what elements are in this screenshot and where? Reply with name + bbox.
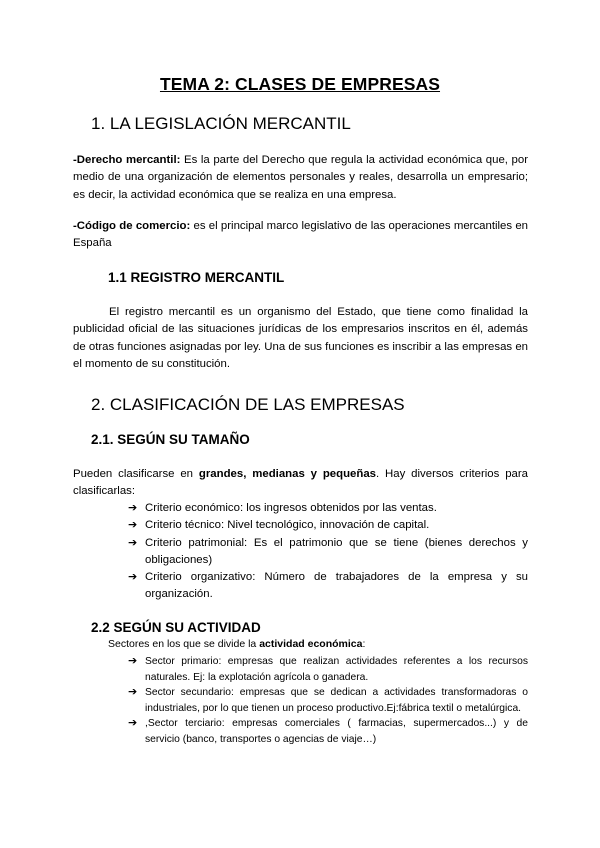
section-1-1-heading: 1.1 REGISTRO MERCANTIL bbox=[108, 270, 285, 285]
list-item bbox=[128, 654, 528, 685]
list-item bbox=[128, 517, 528, 534]
list-item bbox=[128, 535, 528, 570]
list-item-text: Sector primario: empresas que realizan actividades referentes a los recursos naturales. Ej: la explotación agrícola o ganadera. bbox=[145, 656, 528, 683]
sectores-list bbox=[128, 654, 528, 747]
list-item bbox=[128, 685, 528, 716]
list-item-text: Criterio organizativo: Número de trabajadores de la empresa y su organización. bbox=[145, 571, 528, 601]
actividad-intro-bold: actividad económica bbox=[259, 638, 363, 650]
list-item bbox=[128, 500, 528, 517]
section-1-heading: 1. LA LEGISLACIÓN MERCANTIL bbox=[91, 114, 351, 133]
registro-mercantil-paragraph: El registro mercantil es un organismo del Estado, que tiene como finalidad la publicidad oficial de las situaciones jurídicas de los empresarios inscritos en él, además de otras funciones asignadas por ley. Una de sus funciones es inscribir a las empresas en el momento de su constitución. bbox=[73, 306, 528, 370]
list-item-text: ,Sector terciario: empresas comerciales ( farmacias, supermercados...) y de servicio (banco, transportes o agencias de viaje…) bbox=[145, 718, 528, 745]
arrow-right-icon: ➔ bbox=[128, 571, 138, 584]
tamano-intro-paragraph bbox=[73, 466, 528, 501]
arrow-right-icon: ➔ bbox=[128, 655, 138, 667]
list-item-text: Criterio económico: los ingresos obtenidos por las ventas. bbox=[145, 502, 437, 514]
codigo-comercio-text: es el principal marco legislativo de las operaciones mercantiles en España bbox=[73, 220, 529, 250]
document-title: TEMA 2: CLASES DE EMPRESAS bbox=[159, 74, 441, 94]
tamano-intro-after: . Hay diversos criterios para clasificarlas: bbox=[73, 468, 529, 498]
actividad-intro-paragraph bbox=[108, 637, 528, 653]
section-2-heading: 2. CLASIFICACIÓN DE LAS EMPRESAS bbox=[91, 395, 405, 414]
arrow-right-icon: ➔ bbox=[128, 686, 138, 698]
list-item-text: Sector secundario: empresas que se dedican a actividades transformadoras o industriales, por lo que tienen un proceso productivo.Ej:fábrica textil o metalúrgica. bbox=[145, 687, 528, 714]
list-item-text: Criterio técnico: Nivel tecnológico, innovación de capital. bbox=[145, 519, 430, 532]
actividad-intro-before: Sectores en los que se divide la bbox=[108, 638, 260, 650]
derecho-mercantil-text: Es la parte del Derecho que regula la actividad económica que, por medio de una organización de elementos personales y reales, desarrolla un empresario; es decir, la actividad económica que se realiza en una empresa. bbox=[73, 154, 528, 201]
codigo-comercio-paragraph bbox=[73, 218, 528, 253]
arrow-right-icon: ➔ bbox=[128, 536, 138, 549]
derecho-mercantil-paragraph bbox=[73, 152, 528, 204]
arrow-right-icon: ➔ bbox=[128, 519, 138, 532]
section-2-2-heading: 2.2 SEGÚN SU ACTIVIDAD bbox=[91, 620, 261, 635]
list-item bbox=[128, 569, 528, 604]
arrow-right-icon: ➔ bbox=[128, 717, 138, 729]
tamano-intro-before: Pueden clasificarse en bbox=[73, 468, 199, 480]
list-item-text: Criterio patrimonial: Es el patrimonio que se tiene (bienes derechos y obligaciones) bbox=[145, 536, 528, 566]
section-2-1-heading: 2.1. SEGÚN SU TAMAÑO bbox=[91, 432, 250, 447]
criterios-list bbox=[128, 500, 528, 604]
arrow-right-icon: ➔ bbox=[128, 502, 138, 514]
list-item bbox=[128, 716, 528, 747]
actividad-intro-after: : bbox=[362, 638, 366, 650]
codigo-comercio-term: -Código de comercio: bbox=[73, 220, 191, 232]
derecho-mercantil-term: -Derecho mercantil: bbox=[73, 154, 181, 166]
tamano-intro-bold: grandes, medianas y pequeñas bbox=[198, 468, 377, 480]
